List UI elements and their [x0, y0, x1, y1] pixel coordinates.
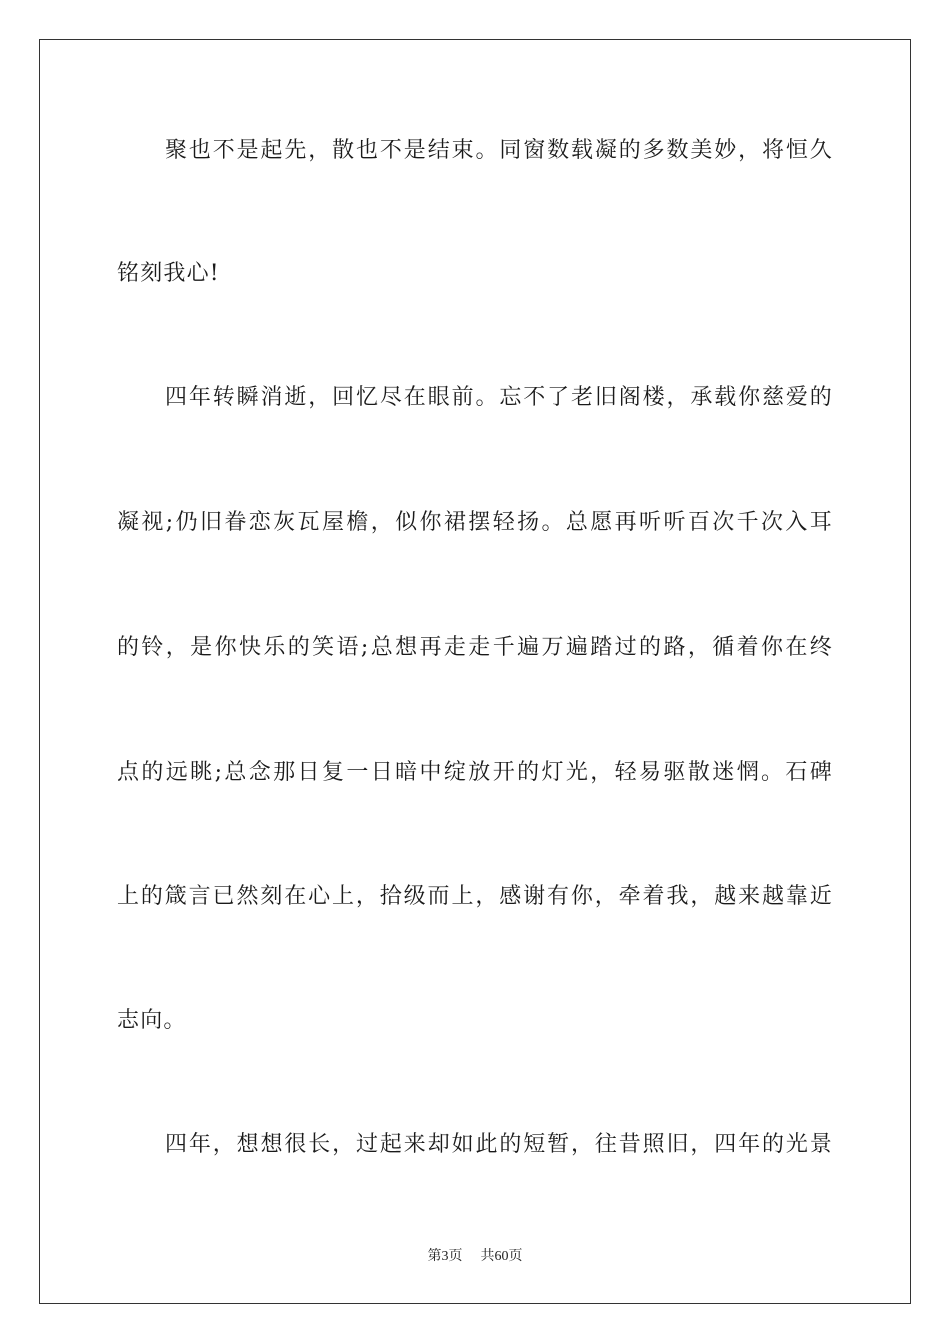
page-number: 第3页 [427, 1249, 463, 1264]
text-line-5: 的铃，是你快乐的笑语;总想再走走千遍万遍踏过的路，循着你在终 [117, 635, 833, 660]
page-border [39, 39, 911, 1304]
text-line-7: 上的箴言已然刻在心上，拾级而上，感谢有你，牵着我，越来越靠近 [117, 884, 833, 909]
page-total: 共60页 [480, 1249, 523, 1264]
text-line-4: 凝视;仍旧眷恋灰瓦屋檐，似你裙摆轻扬。总愿再听听百次千次入耳 [117, 510, 833, 535]
text-line-1: 聚也不是起先，散也不是结束。同窗数载凝的多数美妙，将恒久 [165, 138, 833, 163]
text-line-2: 铭刻我心! [117, 261, 220, 286]
text-line-9: 四年，想想很长，过起来却如此的短暂，往昔照旧，四年的光景 [165, 1132, 833, 1157]
text-line-3: 四年转瞬消逝，回忆尽在眼前。忘不了老旧阁楼，承载你慈爱的 [165, 385, 833, 410]
page-footer [0, 1248, 950, 1266]
text-line-6: 点的远眺;总念那日复一日暗中绽放开的灯光，轻易驱散迷惘。石碑 [117, 760, 833, 785]
text-line-8: 志向。 [117, 1008, 187, 1033]
